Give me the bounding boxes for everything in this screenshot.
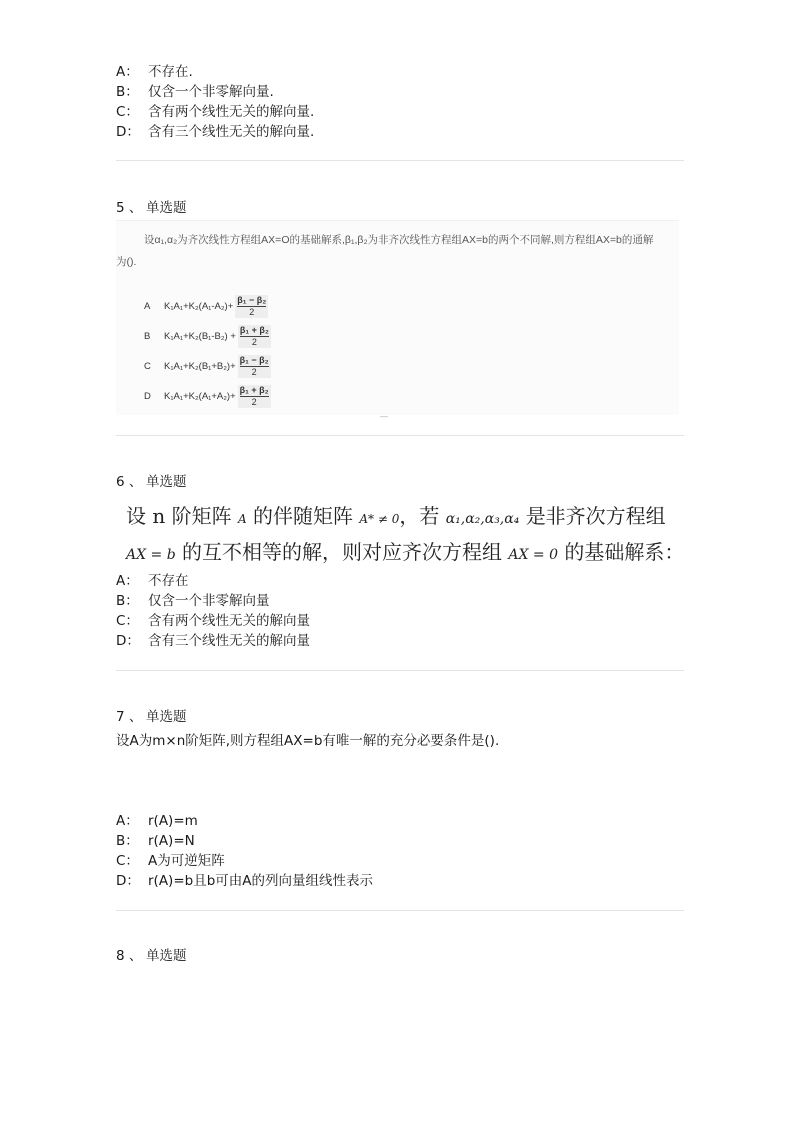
q5-option-c-fraction — [238, 355, 271, 378]
q7-option-c-key: C： — [116, 853, 139, 869]
fraction-denominator: 2 — [251, 337, 257, 347]
q7-option-b-key: B： — [116, 833, 139, 849]
q7-header — [116, 707, 187, 727]
divider — [116, 670, 684, 671]
q6-math-equation: AX = b — [126, 547, 176, 563]
q5-header — [116, 198, 187, 218]
q6-math-adjugate: A* ≠ 0 — [359, 512, 400, 526]
q7-option-a[interactable] — [116, 811, 198, 831]
q6-stem-text: 设 n 阶矩阵 — [126, 504, 232, 528]
q6-option-a-text: 不存在 — [148, 573, 189, 589]
q5-option-a-expr: K₁A₁+K₂(A₁-A₂)+ — [164, 301, 234, 313]
q6-option-c-text: 含有两个线性无关的解向量 — [148, 613, 310, 629]
q6-option-b[interactable] — [116, 591, 270, 611]
q5-option-c-expr: K₁A₁+K₂(B₁+B₂)+ — [164, 361, 236, 373]
q4-option-b-key: B： — [116, 84, 139, 100]
q6-stem-text: 的基础解系： — [564, 540, 685, 564]
q8-type: 单选题 — [146, 948, 187, 964]
q4-option-b-text: 仅含一个非零解向量. — [148, 84, 274, 100]
q6-stem-text: 的互不相等的解，则对应齐次方程组 — [182, 540, 503, 564]
q6-option-c[interactable] — [116, 611, 310, 631]
q5-option-d-expr: K₁A₁+K₂(A₁+A₂)+ — [164, 391, 236, 403]
q4-option-a[interactable] — [116, 62, 193, 82]
fraction-numerator: β₁ + β₂ — [239, 325, 269, 335]
q6-option-d-text: 含有三个线性无关的解向量 — [148, 633, 310, 649]
q6-option-a[interactable] — [116, 571, 189, 591]
q4-option-d-text: 含有三个线性无关的解向量. — [148, 124, 315, 140]
q5-option-a-key: A — [144, 301, 151, 313]
q6-math-vectors: α₁,α₂,α₃,α₄ — [445, 511, 520, 527]
q5-type: 单选题 — [146, 200, 187, 216]
fraction-numerator: β₁ + β₂ — [239, 385, 269, 395]
q6-math-matrix: A — [237, 512, 247, 526]
q6-number: 6 、 — [116, 474, 143, 490]
q5-option-c-key: C — [144, 361, 151, 373]
q5-stem-line1: 设α₁,α₂为齐次线性方程组AX=O的基础解系,β₁,β₂为非齐次线性方程组AX=b的两个不同解,则方程组AX=b的通解 — [144, 234, 654, 246]
q5-option-d-fraction — [238, 385, 271, 408]
q4-option-a-key: A： — [116, 64, 139, 80]
q4-option-c[interactable] — [116, 102, 314, 122]
q7-stem: 设A为m×n阶矩阵,则方程组AX=b有唯一解的充分必要条件是(). — [116, 733, 500, 749]
q7-option-a-text: r(A)=m — [148, 813, 198, 829]
q5-option-b-fraction — [238, 325, 271, 348]
divider — [116, 910, 684, 911]
q4-option-b[interactable] — [116, 82, 274, 102]
q7-option-b[interactable] — [116, 831, 195, 851]
fraction-numerator: β₁ − β₂ — [239, 355, 269, 365]
q5-option-d[interactable] — [144, 385, 271, 411]
fraction-denominator: 2 — [251, 397, 257, 407]
q5-stem — [116, 229, 676, 273]
q6-option-b-text: 仅含一个非零解向量 — [148, 593, 270, 609]
q5-option-a-fraction — [235, 295, 268, 318]
q7-option-d-key: D： — [116, 873, 140, 889]
q6-stem-text: 是非齐次方程组 — [525, 504, 666, 528]
q5-stem-line2: 为(). — [116, 256, 137, 268]
divider — [116, 160, 684, 161]
q8-header — [116, 946, 187, 966]
fraction-denominator: 2 — [251, 367, 257, 377]
fraction-numerator: β₁ − β₂ — [237, 295, 267, 305]
q7-option-d-text: r(A)=b且b可由A的列向量组线性表示 — [148, 873, 374, 889]
q4-option-c-text: 含有两个线性无关的解向量. — [148, 104, 315, 120]
q5-option-d-key: D — [144, 391, 151, 403]
q7-option-d[interactable] — [116, 871, 373, 891]
q7-option-b-text: r(A)=N — [148, 833, 195, 849]
q5-option-c[interactable] — [144, 355, 271, 381]
q5-option-b[interactable] — [144, 325, 271, 351]
q6-type: 单选题 — [146, 474, 187, 490]
q6-stem-text: ，若 — [399, 504, 440, 528]
q6-stem-line2 — [126, 538, 684, 569]
q6-option-d[interactable] — [116, 631, 310, 651]
q7-number: 7 、 — [116, 709, 143, 725]
q5-option-b-expr: K₁A₁+K₂(B₁-B₂) + — [164, 331, 236, 343]
fraction-denominator: 2 — [249, 307, 255, 317]
q7-option-a-key: A： — [116, 813, 139, 829]
image-artifact: ― — [380, 412, 388, 421]
q5-option-b-key: B — [144, 331, 151, 343]
q7-type: 单选题 — [146, 709, 187, 725]
q6-stem-line1 — [126, 502, 666, 533]
q6-math-equation: AX = 0 — [508, 547, 559, 563]
q6-option-a-key: A： — [116, 573, 139, 589]
q5-number: 5 、 — [116, 200, 143, 216]
q4-option-d-key: D： — [116, 124, 140, 140]
q6-option-c-key: C： — [116, 613, 139, 629]
divider — [116, 435, 684, 436]
q4-option-d[interactable] — [116, 122, 314, 142]
q6-option-b-key: B： — [116, 593, 139, 609]
q6-stem-text: 的伴随矩阵 — [253, 504, 353, 528]
q6-header — [116, 472, 187, 492]
q7-option-c[interactable] — [116, 851, 225, 871]
q5-image — [116, 220, 679, 415]
q4-option-c-key: C： — [116, 104, 139, 120]
q8-number: 8 、 — [116, 948, 143, 964]
q4-option-a-text: 不存在. — [148, 64, 193, 80]
q7-option-c-text: A为可逆矩阵 — [148, 853, 225, 869]
q6-option-d-key: D： — [116, 633, 140, 649]
q5-option-a[interactable] — [144, 295, 268, 321]
